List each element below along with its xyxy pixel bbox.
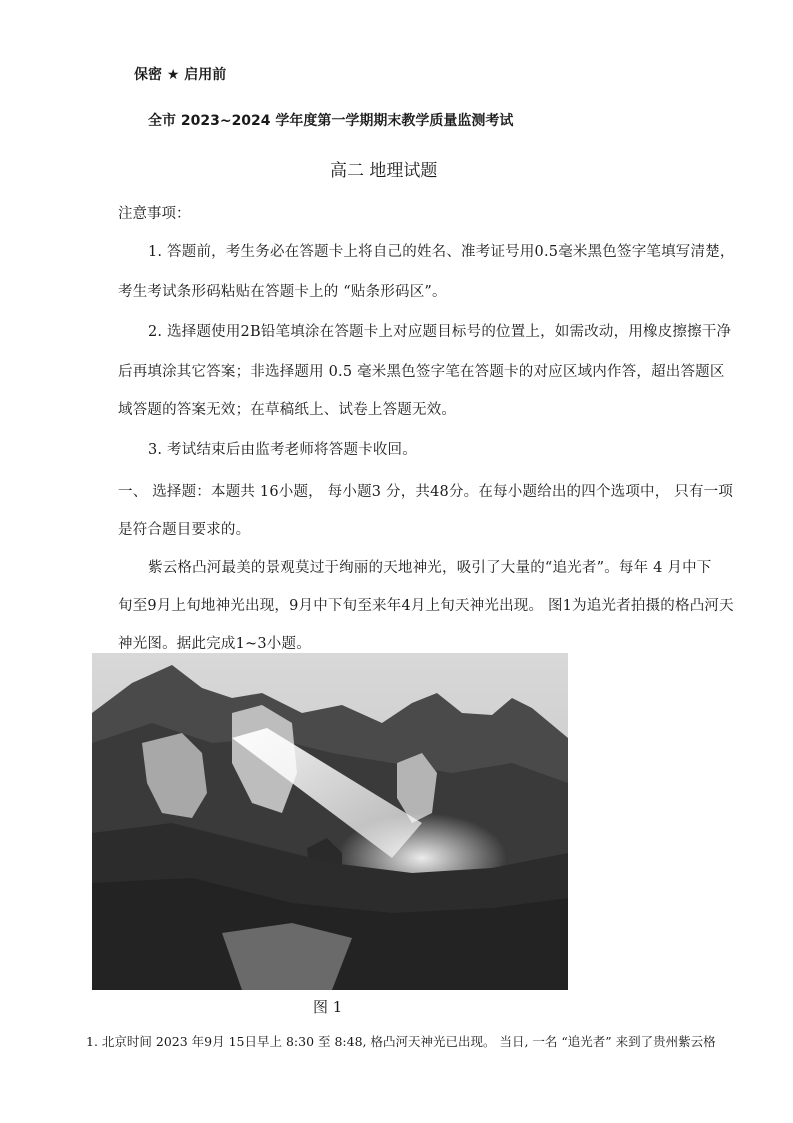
exam-name: 全市 2023~2024 学年度第一学期期末教学质量监测考试 [148, 113, 514, 129]
notice-item-2-line-1: 2. 选择题使用2B铅笔填涂在答题卡上对应题目标号的位置上，如需改动，用橡皮擦擦干净 [148, 324, 732, 340]
figure-1-photo [92, 653, 568, 990]
figure-1-caption: 图 1 [313, 998, 343, 1016]
notice-item-3-line-1: 3. 考试结束后由监考老师将答题卡收回。 [148, 442, 417, 458]
notice-item-2-line-2: 后再填涂其它答案；非选择题用 0.5 毫米黑色签字笔在答题卡的对应区域内作答，超出答题区 [118, 364, 725, 380]
passage-line-1: 紫云格凸河最美的景观莫过于绚丽的天地神光，吸引了大量的“追光者”。每年 4 月中下 [148, 560, 712, 576]
notice-item-1-line-1: 1. 答题前，考生务必在答题卡上将自己的姓名、准考证号用0.5毫米黑色签字笔填写清楚， [148, 244, 735, 260]
passage-line-2: 旬至9月上旬地神光出现，9月中下旬至来年4月上旬天神光出现。 图1为追光者拍摄的格凸河天 [118, 598, 734, 614]
question-1-text: 1. 北京时间 2023 年9月 15日早上 8:30 至 8:48, 格凸河天神光已出现。 当日, 一名 “追光者” 来到了贵州紫云格 [86, 1034, 716, 1049]
subject-title: 高二 地理试题 [330, 161, 438, 181]
notice-item-2-line-3: 域答题的答案无效；在草稿纸上、试卷上答题无效。 [118, 402, 457, 418]
passage-line-3: 神光图。据此完成1~3小题。 [118, 636, 311, 652]
notice-item-1-line-2: 考生考试条形码粘贴在答题卡上的 “贴条形码区”。 [118, 284, 447, 300]
section-1-line-2: 是符合题目要求的。 [118, 522, 251, 538]
section-1-line-1: 一、 选择题：本题共 16小题， 每小题3 分，共48分。在每小题给出的四个选项中， 只有一项 [118, 484, 734, 500]
secret-label: 保密 ★ 启用前 [134, 67, 227, 83]
notice-title: 注意事项： [118, 206, 191, 222]
